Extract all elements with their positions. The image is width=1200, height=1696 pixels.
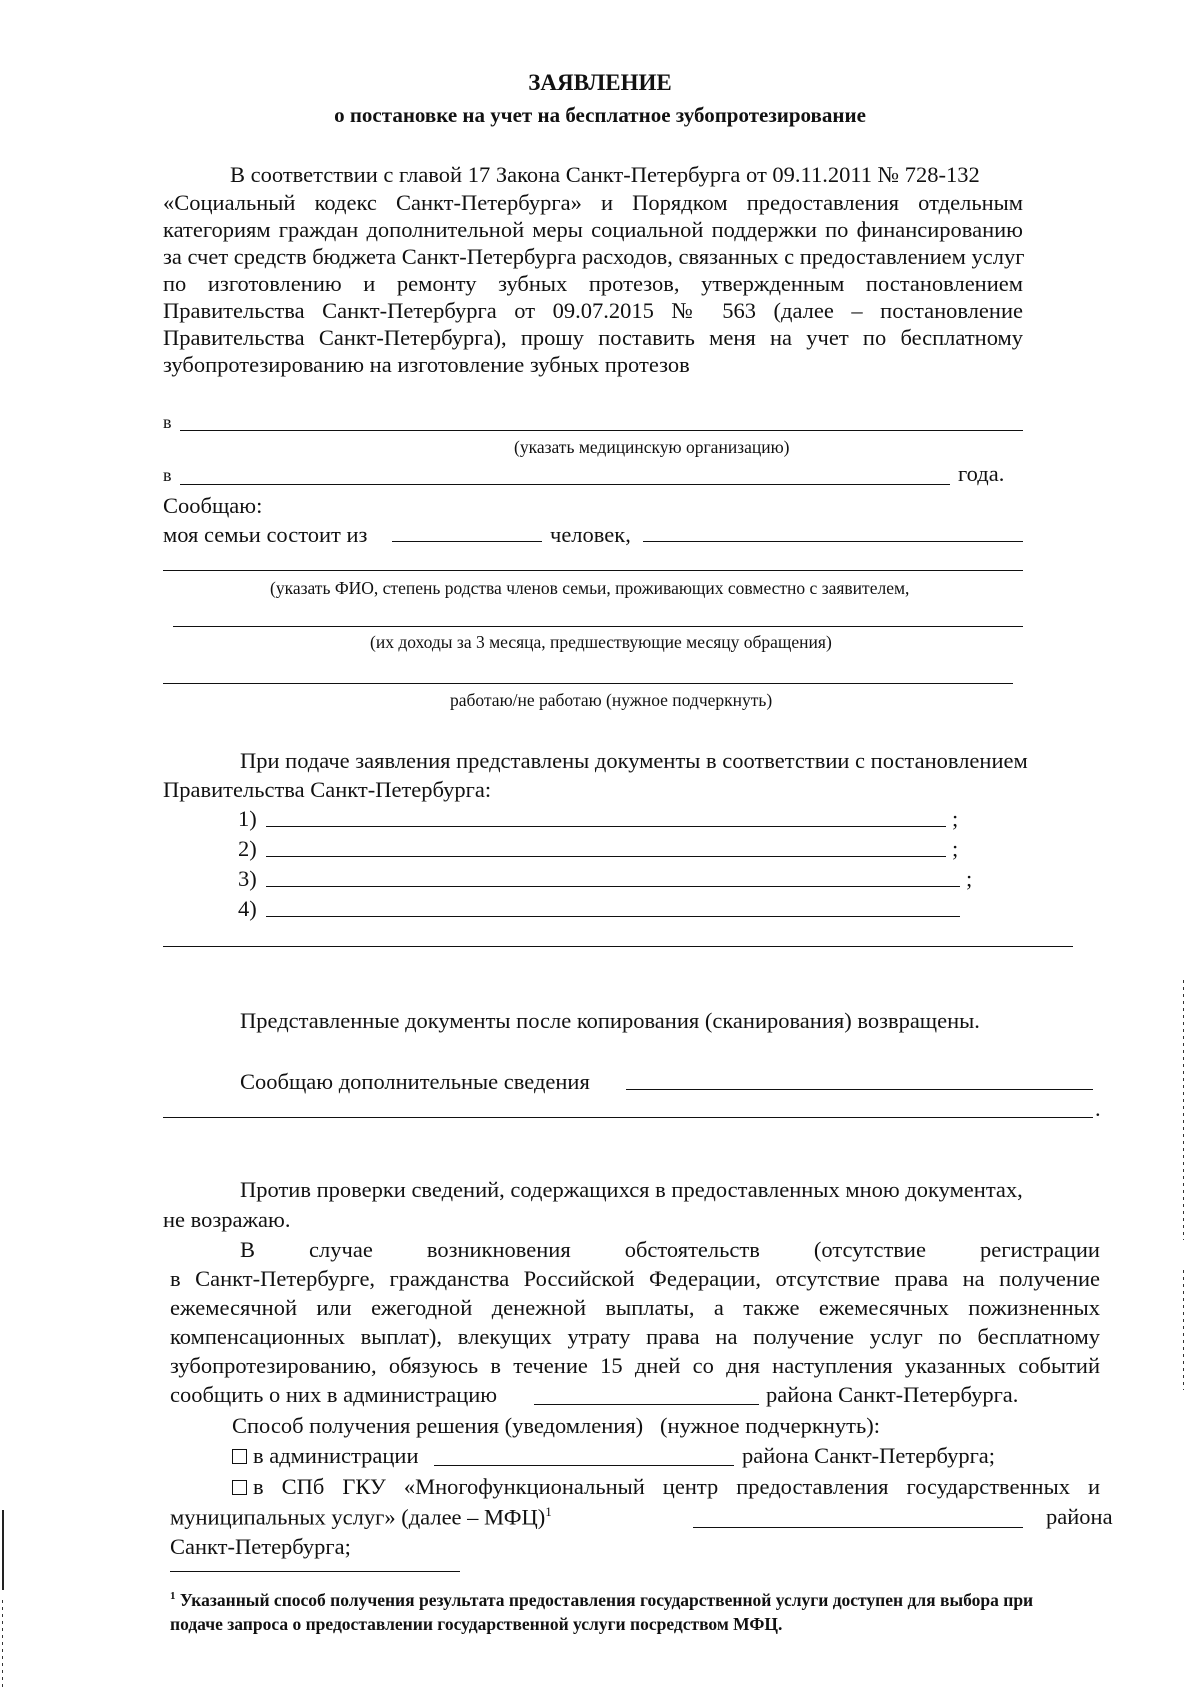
work-status-field[interactable]: [163, 683, 1013, 684]
document-number: 2): [238, 836, 257, 861]
notify-prefix: сообщить о них в администрацию: [170, 1382, 498, 1407]
in-label: в: [163, 412, 172, 432]
family-hint: (указать ФИО, степень родства членов семьи, проживающих совместно с заявителем,: [270, 578, 910, 598]
consent-line: не возражаю.: [163, 1207, 291, 1232]
income-hint: (их доходы за 3 месяца, предшествующие месяцу обращения): [370, 632, 832, 652]
checkbox-administration[interactable]: [232, 1449, 247, 1464]
case-line: В случае возникновения обстоятельств (отсутствие регистрации: [240, 1237, 1100, 1262]
intro-line: Правительства Санкт-Петербурга от 09.07.2015 № 563 (далее – постановление: [163, 298, 1023, 323]
additional-end: .: [1095, 1096, 1101, 1121]
in-label: в: [163, 465, 172, 485]
intro-line: за счет средств бюджета Санкт-Петербурга расходов, связанных с предоставлением услуг: [163, 244, 1025, 269]
mfc-district-field[interactable]: [693, 1527, 1023, 1528]
documents-intro: При подаче заявления представлены документы в соответствии с постановлением: [240, 748, 1028, 773]
intro-line: «Социальный кодекс Санкт-Петербурга» и Порядком предоставления отдельным: [163, 190, 1023, 215]
option1-suffix: района Санкт-Петербурга;: [742, 1443, 996, 1468]
consent-line: Против проверки сведений, содержащихся в предоставленных мною документах,: [240, 1177, 1023, 1202]
intro-line: по изготовлению и ремонту зубных протезов, утвержденным постановлением: [163, 271, 1023, 296]
consent-line: зубопротезированию, обязуюсь в течение 15 дней со дня наступления указанных событий: [170, 1353, 1100, 1378]
scan-left-edge-mark: [2, 1510, 4, 1590]
option2-suffix: района: [1046, 1504, 1113, 1529]
footnote-line: подаче запроса о предоставлении государственной услуги посредством МФЦ.: [170, 1614, 783, 1634]
document-field[interactable]: [266, 886, 960, 887]
year-label: года.: [958, 461, 1005, 486]
delivery-option-administration[interactable]: в администрации: [232, 1443, 419, 1469]
delivery-heading: Способ получения решения (уведомления) (нужное подчеркнуть):: [232, 1413, 880, 1438]
administration-district-field[interactable]: [534, 1404, 759, 1405]
intro-line: Правительства Санкт-Петербурга), прошу поставить меня на учет по бесплатному: [163, 325, 1023, 350]
option2-line: Санкт-Петербурга;: [170, 1534, 351, 1559]
intro-line: зубопротезированию на изготовление зубных протезов: [163, 352, 690, 377]
footnote-divider: [170, 1571, 460, 1572]
document-end: ;: [952, 836, 959, 861]
document-number: 1): [238, 806, 257, 831]
footnote-line: $^1$ Указанный способ получения результата предоставления государственной услуги доступен для выбора при: [170, 1590, 1034, 1610]
scan-edge-mark: [1183, 1270, 1184, 1390]
family-label: моя семьи состоит из: [163, 522, 368, 547]
documents-returned: Представленные документы после копирования (сканирования) возвращены.: [240, 1008, 980, 1033]
document-field[interactable]: [266, 826, 946, 827]
scan-edge-mark: [1183, 980, 1184, 1240]
family-count-field[interactable]: [392, 541, 542, 542]
additional-info-field[interactable]: [626, 1089, 1093, 1090]
document-end: ;: [952, 806, 959, 831]
intro-line: В соответствии с главой 17 Закона Санкт-Петербурга от 09.11.2011 № 728-132: [230, 162, 980, 187]
consent-line: компенсационных выплат), влекущих утрату права на получение услуг по бесплатному: [170, 1324, 1100, 1349]
delivery-option-mfc[interactable]: в СПб ГКУ «Многофункциональный центр предоставления государственных и: [232, 1474, 1100, 1500]
option1-district-field[interactable]: [434, 1465, 734, 1466]
persons-label: человек,: [550, 522, 631, 547]
checkbox-mfc[interactable]: [232, 1480, 247, 1495]
document-subtitle: о постановке на учет на бесплатное зубопротезирование: [334, 103, 866, 127]
document-field[interactable]: [266, 916, 960, 917]
work-hint: работаю/не работаю (нужное подчеркнуть): [450, 690, 773, 710]
option2-line: муниципальных услуг» (далее – МФЦ)$^1$: [170, 1504, 552, 1530]
consent-line: в Санкт-Петербурге, гражданства Российской Федерации, отсутствие права на получение: [170, 1266, 1100, 1291]
family-members-field[interactable]: [643, 541, 1023, 542]
document-field[interactable]: [266, 856, 946, 857]
intro-line: категориям граждан дополнительной меры социальной поддержки по финансированию: [163, 217, 1023, 242]
notify-suffix: района Санкт-Петербурга.: [766, 1382, 1019, 1407]
scan-edge-mark: [2, 1600, 3, 1690]
family-members-field-line[interactable]: [163, 570, 1023, 571]
additional-label: Сообщаю дополнительные сведения: [240, 1069, 590, 1094]
medical-org-field[interactable]: [180, 430, 1023, 431]
document-end: ;: [966, 866, 973, 891]
document-number: 4): [238, 896, 257, 921]
income-field[interactable]: [173, 626, 1023, 627]
document-number: 3): [238, 866, 257, 891]
consent-line: ежемесячной или ежегодной денежной выплаты, а также ежемесячных пожизненных: [170, 1295, 1100, 1320]
document-title: ЗАЯВЛЕНИЕ: [528, 70, 672, 95]
year-field[interactable]: [180, 484, 950, 485]
additional-info-field-line[interactable]: [163, 1117, 1093, 1118]
document-extra-field[interactable]: [163, 946, 1073, 947]
org-hint: (указать медицинскую организацию): [514, 437, 790, 457]
documents-intro: Правительства Санкт-Петербурга:: [163, 777, 492, 802]
report-label: Сообщаю:: [163, 493, 263, 518]
